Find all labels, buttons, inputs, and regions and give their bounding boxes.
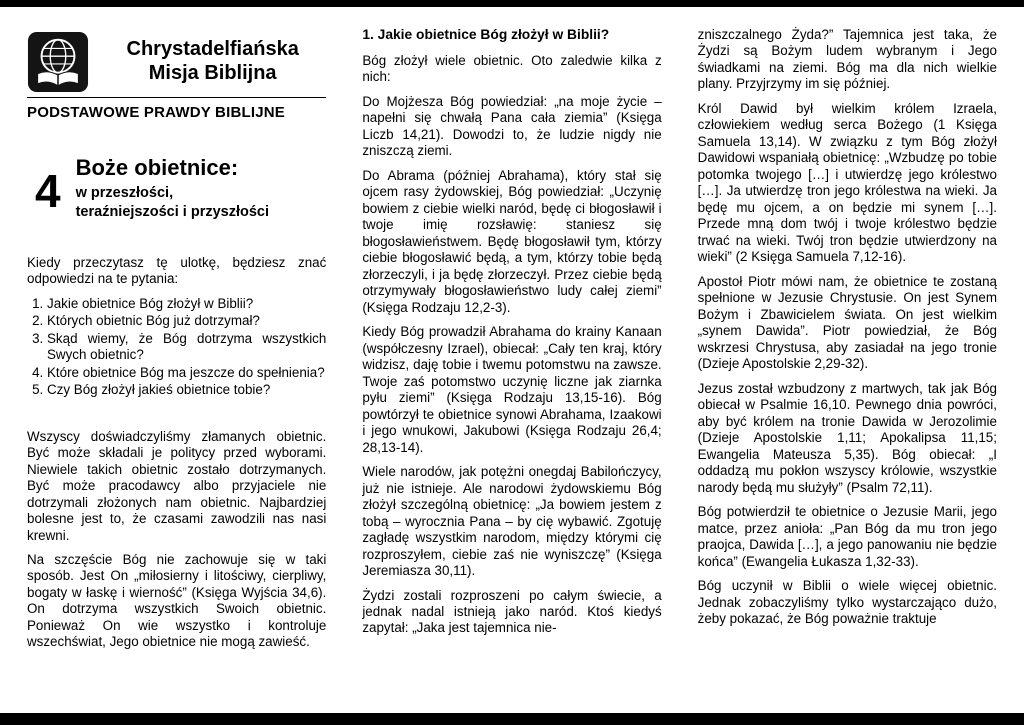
section-1-heading: 1. Jakie obietnice Bóg złożył w Biblii? — [362, 27, 610, 42]
page-content — [27, 27, 997, 709]
paragraph: Do Mojżesza Bóg powiedział: „na moje życie – napełni się chwałą Pana cała ziemia” (Księga Liczb 14,21). Dowodzi to, że ludzie nigdy nie zniszczą ziemi. — [362, 93, 662, 159]
paragraph: Wiele narodów, jak potężni onegdaj Babilończycy, już nie istnieje. Ale narodowi żydowskiemu Bóg złożył szczególną obietnicę: „Ja bowiem jestem z tobą – wyrocznia Pana – by cię wybawić. Zgotuję zagładę wszystkim narodom, między którymi cię rozproszyłem, ciebie zaś nie wyniszczę” (Księga Jeremiasza 30,11). — [362, 464, 662, 579]
question-item: 3. Skąd wiemy, że Bóg dotrzyma wszystkich Swych obietnic? — [47, 331, 326, 364]
issue-number: 4 — [35, 165, 61, 218]
paragraph: Bóg potwierdził te obietnice o Jezusie Marii, jego matce, przez anioła: „Pan Bóg da mu tron jego praojca, Dawida […], a jego panowaniu nie będzie końca” (Ewangelia Łukasza 1,32-33). — [697, 504, 997, 569]
scan-border-top — [0, 0, 1024, 7]
paragraph: Bóg złożył wiele obietnic. Oto zaledwie kilka z nich: — [362, 52, 662, 85]
question-item: 5. Czy Bóg złożył jakieś obietnice tobie? — [47, 382, 326, 398]
organization-name-line1: Chrystadelfiańska — [126, 38, 299, 61]
paragraph: Król Dawid był wielkim królem Izraela, człowiekiem według serca Bożego (1 Księga Samuela 13,14). W związku z tym Bóg złożył Dawidowi wspaniałą obietnicę: „Wzbudzę po tobie potomka twojego […] i utwierdzę jego królestwo […]. Ja utwierdzę tron jego królestwa na wieki. Ja będę mu ojcem, a on będzie mi synem […]. Przede mną dom twój i twoje królestwo będzie trwać na wieki. Twój tron będzie utwierdzony na wieki” (2 Księga Samuela 7,12-16). — [697, 100, 997, 265]
questions-list — [27, 296, 326, 399]
masthead-divider — [27, 97, 326, 98]
issue-subtitle: w przeszłości, teraźniejszości i przyszłości — [75, 185, 270, 220]
paragraph: Bóg uczynił w Biblii o wiele więcej obietnic. Jednak zobaczyliśmy tylko wystarczająco dużo, żeby pokazać, że Bóg poważnie traktuje — [697, 578, 997, 626]
issue-titles — [76, 152, 276, 220]
paragraph: Jezus został wzbudzony z martwych, tak jak Bóg obiecał w Psalmie 16,10. Pewnego dnia powróci, aby być królem na tronie Dawida w Jerozolimie (Dzieje Apostolskie 1,11; Apokalipsa 11,15; Ewangelia Mateusza 5,35). Bóg obiecał: „I oddadzą mu pokłon wszyscy królowie, wszystkie narody będą mu służyły” (Psalm 72,11). — [697, 380, 997, 495]
masthead — [27, 31, 326, 93]
issue-title: Boże obietnice: — [75, 155, 239, 181]
scan-border-bottom — [0, 713, 1024, 725]
question-item: 1. Jakie obietnice Bóg złożył w Biblii? — [47, 296, 326, 312]
column-2 — [362, 27, 661, 709]
question-item: 2. Których obietnic Bóg już dotrzymał? — [47, 313, 326, 329]
paragraph: Do Abrama (później Abrahama), który stał się ojcem rasy żydowskiej, Bóg powiedział: „Uczynię bowiem z ciebie wielki naród, będę ci błogosławił i twoje imię rozsławię: staniesz się błogosławieństwem. Będę błogosławił tym, którzy ciebie błogosławić będą, a tym, którzy tobie będą złorzeczyli, i ja będę złorzeczył. Przez ciebie będą otrzymywały błogosławieństwo ludy całej ziemi” (Księga Rodzaju 12,2-3). — [362, 167, 662, 315]
series-title: PODSTAWOWE PRAWDY BIBLIJNE — [27, 104, 285, 121]
issue-heading — [27, 152, 326, 220]
paragraph: Wszyscy doświadczyliśmy złamanych obietnic. Być może składali je politycy przed wyborami. Niewiele takich obietnic zostało dotrzymanych. Być może pracodawcy albo przyjaciele nie dotrzymali złożonych nam obietnic. Najbardziej bolesne jest to, że czasami zawodzili nas nasi krewni. — [27, 428, 327, 543]
question-item: 4. Które obietnice Bóg ma jeszcze do spełnienia? — [47, 365, 326, 381]
column-1 — [27, 27, 326, 709]
globe-open-book-logo-icon — [27, 31, 89, 93]
organization-name — [99, 38, 326, 85]
paragraph: Kiedy Bóg prowadził Abrahama do krainy Kanaan (współczesny Izrael), obiecał: „Cały ten kraj, który widzisz, daję tobie i twemu potomstwu na zawsze. Twoje zaś potomstwo uczynię liczne jak ziarnka pyłu ziemi” (Księga Rodzaju 13,15-16). Bóg powtórzył te obietnice synowi Abrahama, Izaakowi i jego wnukowi, Jakubowi (Księga Rodzaju 26,4; 28,13-14). — [362, 324, 662, 455]
intro-paragraph: Kiedy przeczytasz tę ulotkę, będziesz znać odpowiedzi na te pytania: — [27, 254, 327, 287]
paragraph: Apostoł Piotr mówi nam, że obietnice te zostaną spełnione w Jezusie Chrystusie. On jest Synem Bożym i Zbawicielem świata. On jest wielkim „synem Dawida”. Piotr powiedział, że Bóg wskrzesi Chrystusa, aby zasiadał na jego tronie (Dzieje Apostolskie 2,29-32). — [697, 273, 997, 372]
column-3 — [698, 27, 997, 709]
organization-name-line2: Misja Biblijna — [148, 62, 277, 84]
paragraph: Żydzi zostali rozproszeni po całym świecie, a jednak nadal istnieją jako naród. Ktoś kiedyś zapytał: „Jaka jest tajemnica nie- — [362, 587, 662, 636]
paragraph: Na szczęście Bóg nie zachowuje się w taki sposób. Jest On „miłosierny i litościwy, cierpliwy, bogaty w łaskę i wierność” (Księga Wyjścia 34,6). On dotrzyma wszystkich Swoich obietnic. Ponieważ On wie wszystko i kontroluje wszechświat, Jego obietnice nie mogą zawieść. — [27, 552, 327, 650]
paragraph: zniszczalnego Żyda?” Tajemnica jest taka, że Żydzi są Bożym ludem wybranym i Jego świadkami na ziemi. Bóg ma dla nich wielkie plany. Przyjrzymy im się później. — [697, 27, 997, 92]
